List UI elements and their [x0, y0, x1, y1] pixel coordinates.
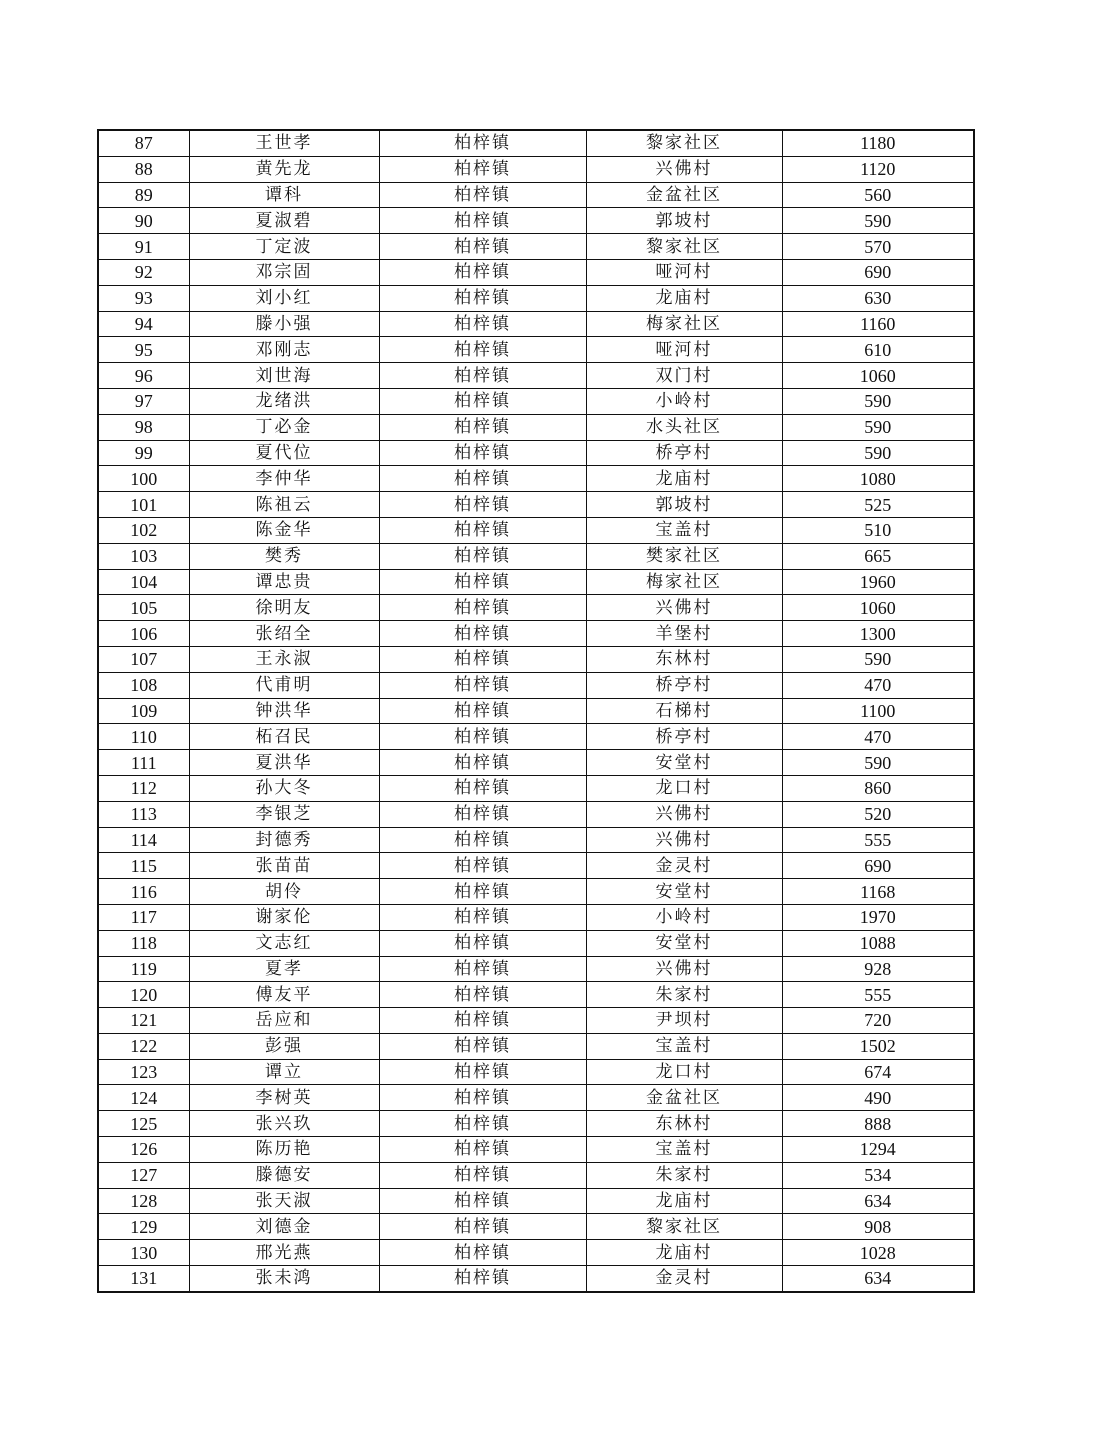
town-cell: 柏梓镇 — [379, 259, 586, 285]
name-cell: 柘召民 — [189, 724, 379, 750]
name-cell: 代甫明 — [189, 672, 379, 698]
table-row — [98, 595, 974, 621]
village-cell: 兴佛村 — [586, 595, 782, 621]
town-cell: 柏梓镇 — [379, 1085, 586, 1111]
table-row — [98, 801, 974, 827]
town-cell: 柏梓镇 — [379, 1008, 586, 1034]
amount-cell: 590 — [782, 646, 974, 672]
village-cell: 兴佛村 — [586, 956, 782, 982]
name-cell: 张绍全 — [189, 621, 379, 647]
row-number-cell: 116 — [98, 879, 189, 905]
table-row — [98, 1033, 974, 1059]
name-cell: 滕德安 — [189, 1162, 379, 1188]
row-number-cell: 101 — [98, 492, 189, 518]
table-row — [98, 956, 974, 982]
row-number-cell: 110 — [98, 724, 189, 750]
table-row — [98, 1008, 974, 1034]
table-row — [98, 259, 974, 285]
village-cell: 哑河村 — [586, 337, 782, 363]
town-cell: 柏梓镇 — [379, 466, 586, 492]
town-cell: 柏梓镇 — [379, 363, 586, 389]
row-number-cell: 122 — [98, 1033, 189, 1059]
name-cell: 文志红 — [189, 930, 379, 956]
town-cell: 柏梓镇 — [379, 595, 586, 621]
village-cell: 黎家社区 — [586, 1214, 782, 1240]
table-row — [98, 1188, 974, 1214]
name-cell: 张未鸿 — [189, 1266, 379, 1292]
row-number-cell: 97 — [98, 388, 189, 414]
village-cell: 龙庙村 — [586, 1188, 782, 1214]
amount-cell: 1060 — [782, 363, 974, 389]
table-row — [98, 440, 974, 466]
village-cell: 东林村 — [586, 646, 782, 672]
town-cell: 柏梓镇 — [379, 1240, 586, 1266]
name-cell: 谢家伦 — [189, 904, 379, 930]
town-cell: 柏梓镇 — [379, 440, 586, 466]
amount-cell: 634 — [782, 1266, 974, 1292]
row-number-cell: 131 — [98, 1266, 189, 1292]
town-cell: 柏梓镇 — [379, 827, 586, 853]
village-cell: 郭坡村 — [586, 492, 782, 518]
village-cell: 金盆社区 — [586, 182, 782, 208]
row-number-cell: 109 — [98, 698, 189, 724]
name-cell: 谭忠贵 — [189, 569, 379, 595]
town-cell: 柏梓镇 — [379, 182, 586, 208]
amount-cell: 590 — [782, 208, 974, 234]
amount-cell: 534 — [782, 1162, 974, 1188]
name-cell: 傅友平 — [189, 982, 379, 1008]
amount-cell: 665 — [782, 543, 974, 569]
town-cell: 柏梓镇 — [379, 621, 586, 647]
row-number-cell: 130 — [98, 1240, 189, 1266]
table-row — [98, 930, 974, 956]
amount-cell: 1960 — [782, 569, 974, 595]
name-cell: 陈金华 — [189, 517, 379, 543]
row-number-cell: 108 — [98, 672, 189, 698]
row-number-cell: 126 — [98, 1137, 189, 1163]
town-cell: 柏梓镇 — [379, 1033, 586, 1059]
town-cell: 柏梓镇 — [379, 311, 586, 337]
village-cell: 兴佛村 — [586, 156, 782, 182]
amount-cell: 1088 — [782, 930, 974, 956]
name-cell: 滕小强 — [189, 311, 379, 337]
name-cell: 李银芝 — [189, 801, 379, 827]
town-cell: 柏梓镇 — [379, 388, 586, 414]
town-cell: 柏梓镇 — [379, 1188, 586, 1214]
name-cell: 张天淑 — [189, 1188, 379, 1214]
town-cell: 柏梓镇 — [379, 956, 586, 982]
amount-cell: 1060 — [782, 595, 974, 621]
town-cell: 柏梓镇 — [379, 1266, 586, 1292]
town-cell: 柏梓镇 — [379, 646, 586, 672]
village-cell: 龙口村 — [586, 775, 782, 801]
village-cell: 樊家社区 — [586, 543, 782, 569]
village-cell: 龙庙村 — [586, 466, 782, 492]
amount-cell: 470 — [782, 724, 974, 750]
row-number-cell: 115 — [98, 853, 189, 879]
village-cell: 宝盖村 — [586, 1137, 782, 1163]
name-cell: 夏孝 — [189, 956, 379, 982]
amount-cell: 1160 — [782, 311, 974, 337]
row-number-cell: 96 — [98, 363, 189, 389]
amount-cell: 555 — [782, 827, 974, 853]
name-cell: 李仲华 — [189, 466, 379, 492]
amount-cell: 1168 — [782, 879, 974, 905]
table-row — [98, 517, 974, 543]
table-row — [98, 337, 974, 363]
village-cell: 石梯村 — [586, 698, 782, 724]
table-row — [98, 208, 974, 234]
amount-cell: 860 — [782, 775, 974, 801]
village-cell: 宝盖村 — [586, 517, 782, 543]
row-number-cell: 127 — [98, 1162, 189, 1188]
amount-cell: 1120 — [782, 156, 974, 182]
row-number-cell: 120 — [98, 982, 189, 1008]
name-cell: 夏洪华 — [189, 750, 379, 776]
village-cell: 黎家社区 — [586, 130, 782, 156]
name-cell: 岳应和 — [189, 1008, 379, 1034]
row-number-cell: 124 — [98, 1085, 189, 1111]
amount-cell: 470 — [782, 672, 974, 698]
town-cell: 柏梓镇 — [379, 156, 586, 182]
amount-cell: 525 — [782, 492, 974, 518]
amount-cell: 1300 — [782, 621, 974, 647]
row-number-cell: 118 — [98, 930, 189, 956]
amount-cell: 1502 — [782, 1033, 974, 1059]
table-row — [98, 879, 974, 905]
row-number-cell: 90 — [98, 208, 189, 234]
town-cell: 柏梓镇 — [379, 1059, 586, 1085]
row-number-cell: 105 — [98, 595, 189, 621]
row-number-cell: 89 — [98, 182, 189, 208]
town-cell: 柏梓镇 — [379, 337, 586, 363]
village-cell: 梅家社区 — [586, 311, 782, 337]
table-row — [98, 904, 974, 930]
town-cell: 柏梓镇 — [379, 1162, 586, 1188]
table-row — [98, 853, 974, 879]
roster-table — [97, 129, 975, 1293]
amount-cell: 555 — [782, 982, 974, 1008]
village-cell: 黎家社区 — [586, 234, 782, 260]
name-cell: 邢光燕 — [189, 1240, 379, 1266]
table-row — [98, 1137, 974, 1163]
amount-cell: 590 — [782, 440, 974, 466]
village-cell: 小岭村 — [586, 388, 782, 414]
name-cell: 封德秀 — [189, 827, 379, 853]
name-cell: 丁定波 — [189, 234, 379, 260]
village-cell: 东林村 — [586, 1111, 782, 1137]
town-cell: 柏梓镇 — [379, 1111, 586, 1137]
table-row — [98, 621, 974, 647]
village-cell: 朱家村 — [586, 982, 782, 1008]
village-cell: 郭坡村 — [586, 208, 782, 234]
amount-cell: 590 — [782, 414, 974, 440]
town-cell: 柏梓镇 — [379, 234, 586, 260]
village-cell: 兴佛村 — [586, 801, 782, 827]
amount-cell: 630 — [782, 285, 974, 311]
village-cell: 桥亭村 — [586, 724, 782, 750]
town-cell: 柏梓镇 — [379, 724, 586, 750]
amount-cell: 1294 — [782, 1137, 974, 1163]
amount-cell: 590 — [782, 388, 974, 414]
table-row — [98, 1240, 974, 1266]
table-row — [98, 827, 974, 853]
town-cell: 柏梓镇 — [379, 672, 586, 698]
name-cell: 谭立 — [189, 1059, 379, 1085]
amount-cell: 928 — [782, 956, 974, 982]
name-cell: 钟洪华 — [189, 698, 379, 724]
village-cell: 桥亭村 — [586, 440, 782, 466]
name-cell: 丁必金 — [189, 414, 379, 440]
town-cell: 柏梓镇 — [379, 879, 586, 905]
amount-cell: 1028 — [782, 1240, 974, 1266]
table-row — [98, 466, 974, 492]
table-row — [98, 130, 974, 156]
name-cell: 张苗苗 — [189, 853, 379, 879]
name-cell: 王世孝 — [189, 130, 379, 156]
table-row — [98, 388, 974, 414]
table-row — [98, 1162, 974, 1188]
village-cell: 羊堡村 — [586, 621, 782, 647]
amount-cell: 610 — [782, 337, 974, 363]
table-row — [98, 724, 974, 750]
town-cell: 柏梓镇 — [379, 750, 586, 776]
town-cell: 柏梓镇 — [379, 775, 586, 801]
name-cell: 彭强 — [189, 1033, 379, 1059]
village-cell: 龙庙村 — [586, 285, 782, 311]
row-number-cell: 103 — [98, 543, 189, 569]
amount-cell: 560 — [782, 182, 974, 208]
amount-cell: 590 — [782, 750, 974, 776]
town-cell: 柏梓镇 — [379, 853, 586, 879]
amount-cell: 520 — [782, 801, 974, 827]
village-cell: 金盆社区 — [586, 1085, 782, 1111]
village-cell: 安堂村 — [586, 750, 782, 776]
amount-cell: 510 — [782, 517, 974, 543]
table-row — [98, 569, 974, 595]
row-number-cell: 111 — [98, 750, 189, 776]
town-cell: 柏梓镇 — [379, 208, 586, 234]
village-cell: 尹坝村 — [586, 1008, 782, 1034]
table-row — [98, 982, 974, 1008]
village-cell: 安堂村 — [586, 930, 782, 956]
village-cell: 龙庙村 — [586, 1240, 782, 1266]
name-cell: 陈历艳 — [189, 1137, 379, 1163]
table-row — [98, 1111, 974, 1137]
amount-cell: 1080 — [782, 466, 974, 492]
town-cell: 柏梓镇 — [379, 930, 586, 956]
name-cell: 谭科 — [189, 182, 379, 208]
name-cell: 龙绪洪 — [189, 388, 379, 414]
row-number-cell: 102 — [98, 517, 189, 543]
row-number-cell: 95 — [98, 337, 189, 363]
village-cell: 桥亭村 — [586, 672, 782, 698]
village-cell: 宝盖村 — [586, 1033, 782, 1059]
name-cell: 刘小红 — [189, 285, 379, 311]
row-number-cell: 128 — [98, 1188, 189, 1214]
town-cell: 柏梓镇 — [379, 543, 586, 569]
row-number-cell: 104 — [98, 569, 189, 595]
amount-cell: 908 — [782, 1214, 974, 1240]
town-cell: 柏梓镇 — [379, 130, 586, 156]
name-cell: 邓刚志 — [189, 337, 379, 363]
row-number-cell: 119 — [98, 956, 189, 982]
row-number-cell: 93 — [98, 285, 189, 311]
name-cell: 胡伶 — [189, 879, 379, 905]
table-row — [98, 698, 974, 724]
row-number-cell: 123 — [98, 1059, 189, 1085]
table-row — [98, 672, 974, 698]
village-cell: 安堂村 — [586, 879, 782, 905]
table-row — [98, 1085, 974, 1111]
name-cell: 刘德金 — [189, 1214, 379, 1240]
row-number-cell: 125 — [98, 1111, 189, 1137]
row-number-cell: 121 — [98, 1008, 189, 1034]
table-row — [98, 750, 974, 776]
row-number-cell: 112 — [98, 775, 189, 801]
table-row — [98, 646, 974, 672]
amount-cell: 1100 — [782, 698, 974, 724]
village-cell: 水头社区 — [586, 414, 782, 440]
village-cell: 金灵村 — [586, 853, 782, 879]
village-cell: 双门村 — [586, 363, 782, 389]
row-number-cell: 100 — [98, 466, 189, 492]
village-cell: 梅家社区 — [586, 569, 782, 595]
amount-cell: 674 — [782, 1059, 974, 1085]
amount-cell: 1180 — [782, 130, 974, 156]
row-number-cell: 92 — [98, 259, 189, 285]
table-row — [98, 1266, 974, 1292]
town-cell: 柏梓镇 — [379, 492, 586, 518]
name-cell: 刘世海 — [189, 363, 379, 389]
town-cell: 柏梓镇 — [379, 1137, 586, 1163]
row-number-cell: 94 — [98, 311, 189, 337]
amount-cell: 690 — [782, 259, 974, 285]
town-cell: 柏梓镇 — [379, 1214, 586, 1240]
village-cell: 朱家村 — [586, 1162, 782, 1188]
amount-cell: 888 — [782, 1111, 974, 1137]
name-cell: 徐明友 — [189, 595, 379, 621]
table-row — [98, 543, 974, 569]
town-cell: 柏梓镇 — [379, 904, 586, 930]
table-row — [98, 311, 974, 337]
town-cell: 柏梓镇 — [379, 569, 586, 595]
table-row — [98, 775, 974, 801]
name-cell: 夏代位 — [189, 440, 379, 466]
amount-cell: 1970 — [782, 904, 974, 930]
row-number-cell: 113 — [98, 801, 189, 827]
name-cell: 樊秀 — [189, 543, 379, 569]
table-row — [98, 414, 974, 440]
village-cell: 哑河村 — [586, 259, 782, 285]
row-number-cell: 99 — [98, 440, 189, 466]
amount-cell: 720 — [782, 1008, 974, 1034]
amount-cell: 690 — [782, 853, 974, 879]
name-cell: 黄先龙 — [189, 156, 379, 182]
table-row — [98, 1059, 974, 1085]
name-cell: 孙大冬 — [189, 775, 379, 801]
row-number-cell: 88 — [98, 156, 189, 182]
village-cell: 龙口村 — [586, 1059, 782, 1085]
roster-table-body — [98, 130, 974, 1292]
village-cell: 兴佛村 — [586, 827, 782, 853]
village-cell: 金灵村 — [586, 1266, 782, 1292]
table-row — [98, 234, 974, 260]
town-cell: 柏梓镇 — [379, 801, 586, 827]
amount-cell: 490 — [782, 1085, 974, 1111]
table-row — [98, 363, 974, 389]
row-number-cell: 87 — [98, 130, 189, 156]
town-cell: 柏梓镇 — [379, 285, 586, 311]
name-cell: 夏淑碧 — [189, 208, 379, 234]
table-row — [98, 1214, 974, 1240]
table-row — [98, 156, 974, 182]
name-cell: 陈祖云 — [189, 492, 379, 518]
amount-cell: 570 — [782, 234, 974, 260]
row-number-cell: 129 — [98, 1214, 189, 1240]
town-cell: 柏梓镇 — [379, 982, 586, 1008]
town-cell: 柏梓镇 — [379, 698, 586, 724]
town-cell: 柏梓镇 — [379, 414, 586, 440]
row-number-cell: 98 — [98, 414, 189, 440]
name-cell: 邓宗固 — [189, 259, 379, 285]
table-row — [98, 492, 974, 518]
row-number-cell: 106 — [98, 621, 189, 647]
name-cell: 王永淑 — [189, 646, 379, 672]
village-cell: 小岭村 — [586, 904, 782, 930]
table-row — [98, 182, 974, 208]
town-cell: 柏梓镇 — [379, 517, 586, 543]
row-number-cell: 91 — [98, 234, 189, 260]
row-number-cell: 114 — [98, 827, 189, 853]
row-number-cell: 117 — [98, 904, 189, 930]
row-number-cell: 107 — [98, 646, 189, 672]
amount-cell: 634 — [782, 1188, 974, 1214]
table-row — [98, 285, 974, 311]
name-cell: 张兴玖 — [189, 1111, 379, 1137]
name-cell: 李树英 — [189, 1085, 379, 1111]
